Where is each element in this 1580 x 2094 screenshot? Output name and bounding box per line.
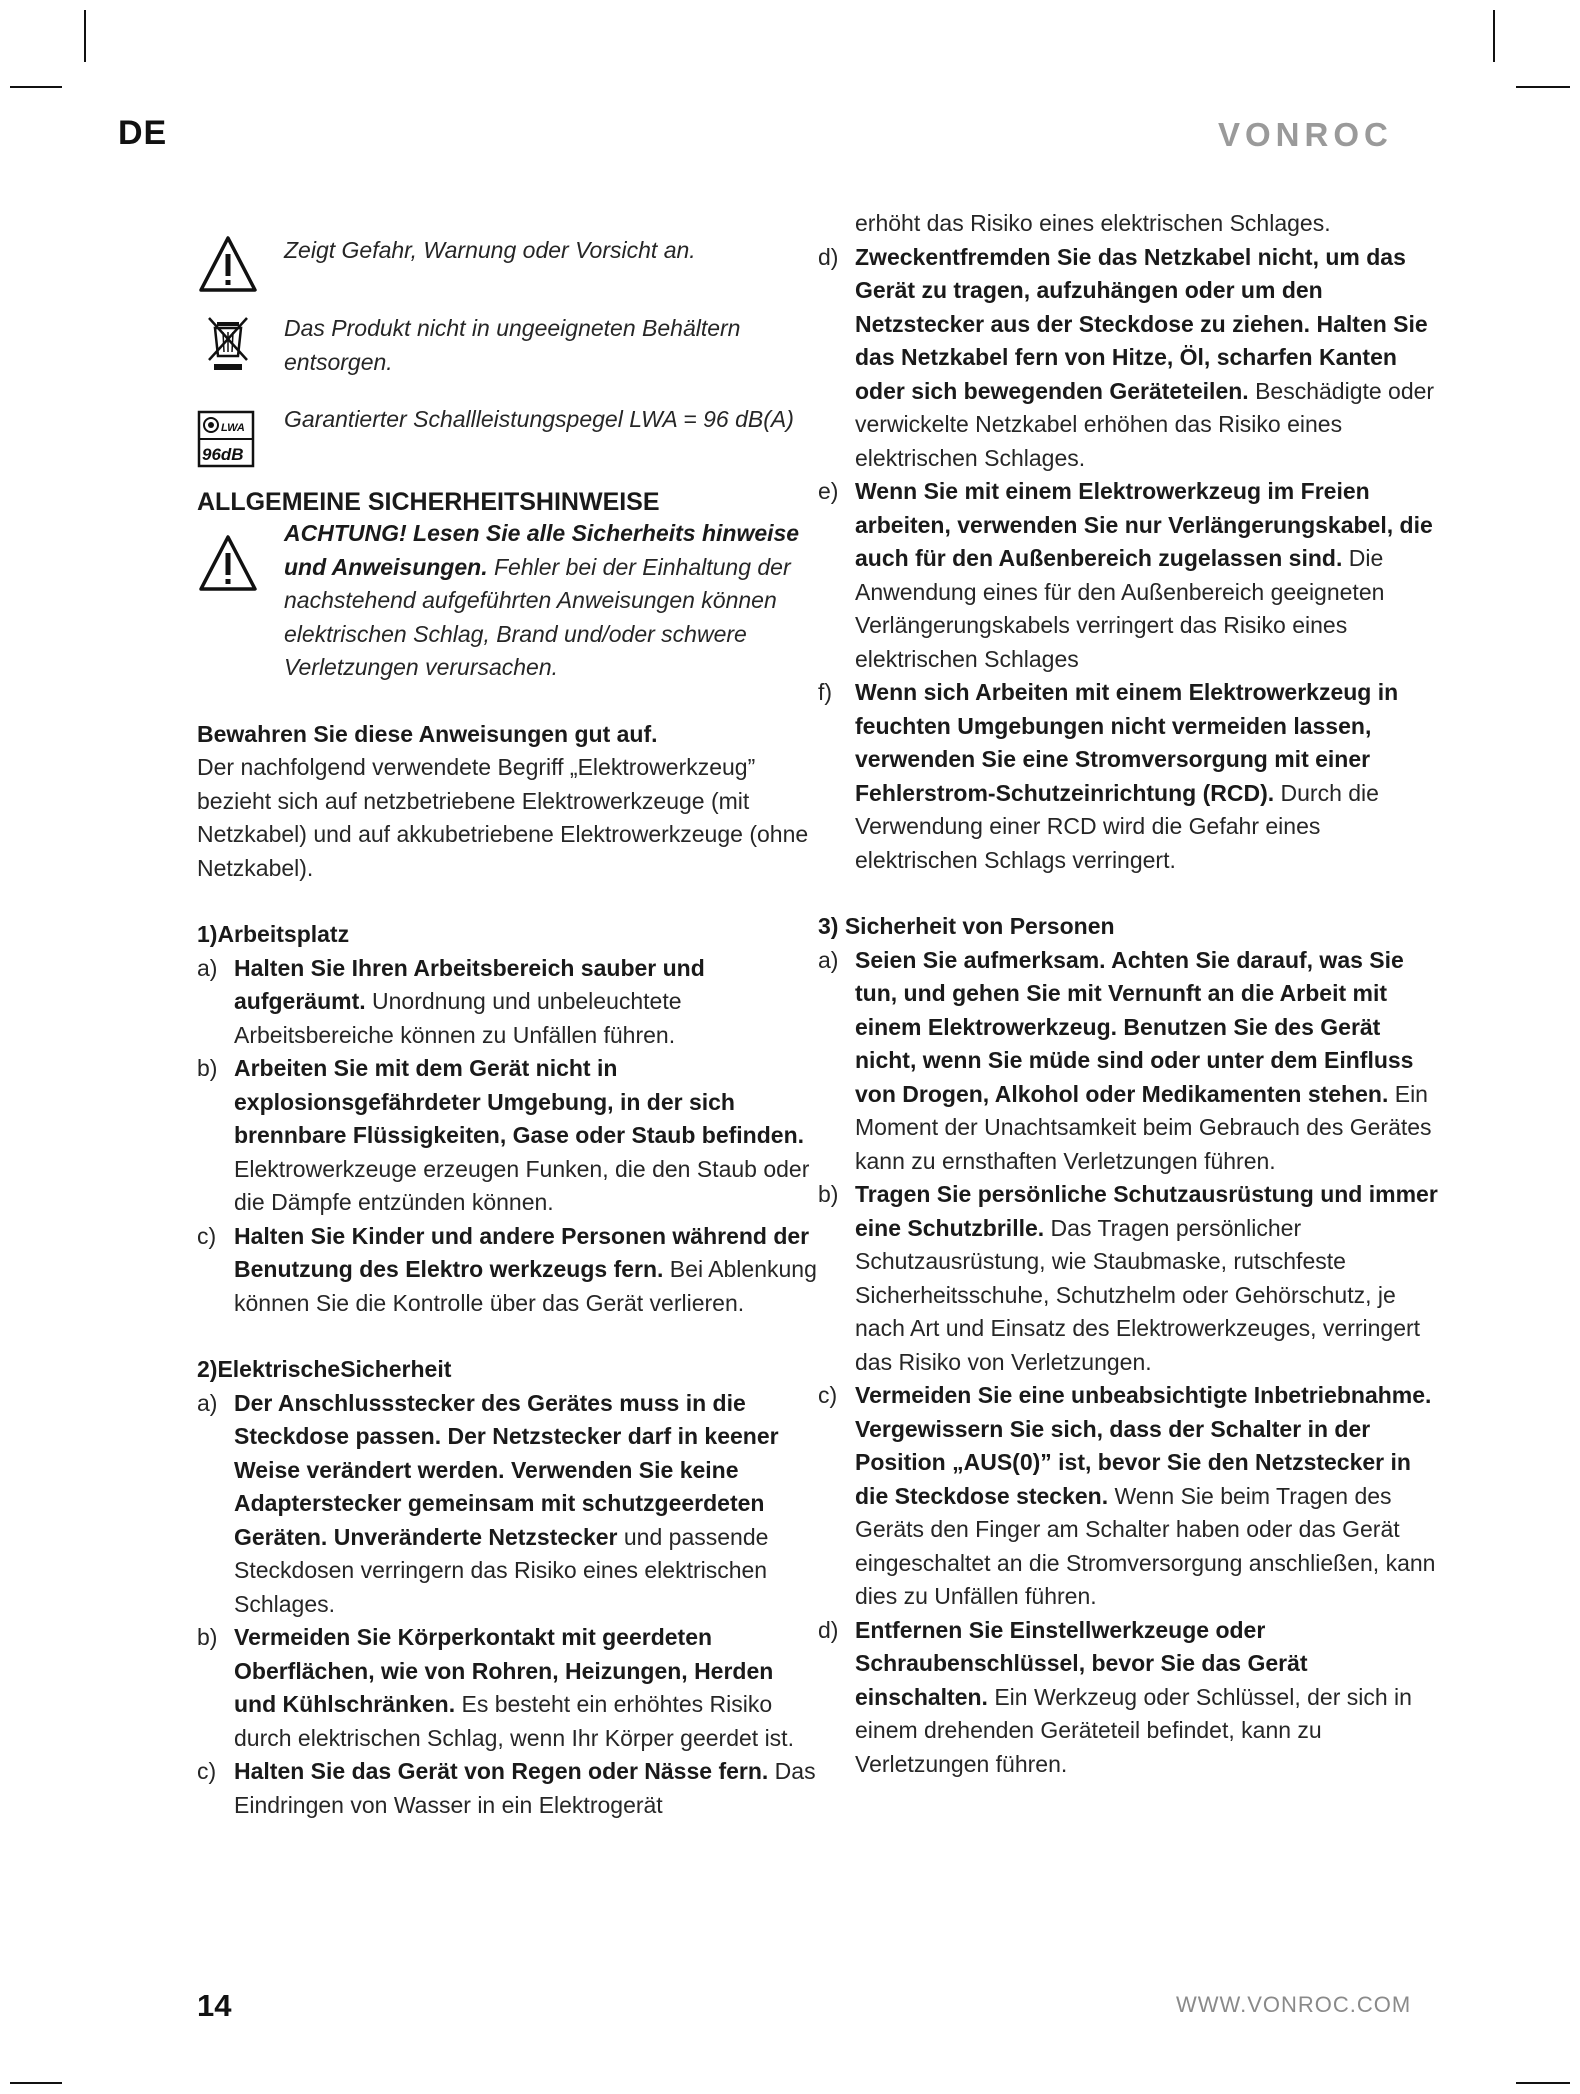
warning-triangle-icon <box>197 533 259 595</box>
list-item: d) Entfernen Sie Einstellwerkzeuge oder Schraubenschlüssel, bevor Sie das Gerät einschalten. Ein Werkzeug oder Schlüssel, der sich in einem drehenden Geräteteil befindet, kann zu Verletzungen führen. <box>818 1616 1412 1777</box>
section-title: ALLGEMEINE SICHERHEITSHINWEISE <box>197 488 660 516</box>
list-item: d) Zweckentfremden Sie das Netzkabel nicht, um das Gerät zu tragen, aufzuhängen oder um den Netzstecker aus der Steckdose zu ziehen. Halten Sie das Netzkabel fern von Hitze, Öl, scharfen Kanten oder sich bewegenden Geräteteilen. Beschädigte oder verwickelte Netzkabel erhöhen das Risiko eines elektrischen Schlages. <box>818 243 1435 471</box>
crossed-bin-icon <box>197 312 259 374</box>
page-number: 14 <box>197 1988 232 2023</box>
sound-label-top: LWA <box>221 422 245 434</box>
list-item: b) Vermeiden Sie Körperkontakt mit geerdeten Oberflächen, wie von Rohren, Heizungen, Herden und Kühlschränken. Es besteht ein erhöhtes Risiko durch elektrischen Schlag, wenn Ihr Körper geerdet ist. <box>197 1624 794 1751</box>
warning-triangle-icon <box>197 234 259 296</box>
electrical-safety-title: 2)ElektrischeSicherheit <box>197 1356 452 1382</box>
language-code: DE <box>118 114 168 152</box>
left-column <box>197 234 817 1822</box>
crop-mark <box>1516 2082 1570 2084</box>
list-item: a) Seien Sie aufmerksam. Achten Sie darauf, was Sie tun, und gehen Sie mit Vernunft an die Arbeit mit einem Elektrowerkzeug. Benutzen Sie des Gerät nicht, wenn Sie müde sind oder unter dem Einfluss von Drogen, Alkohol oder Medikamenten stehen. Ein Moment der Unachtsamkeit beim Gebrauch des Gerätes kann zu ernsthaften Verletzungen führen. <box>818 946 1432 1174</box>
list-item: b) Tragen Sie persönliche Schutzausrüstung und immer eine Schutzbrille. Das Tragen persönlicher Schutzausrüstung, wie Staubmaske, rutschfeste Sicherheitsschuhe, Schutzhelm oder Gehörschutz, je nach Art und Einsatz des Elektrowerkzeuges, verringert das Risiko von Verletzungen. <box>818 1181 1438 1375</box>
list-item: e) Wenn Sie mit einem Elektrowerkzeug im Freien arbeiten, verwenden Sie nur Verlängerungskabel, die auch für den Außenbereich zugelassen sind. Die Anwendung eines für den Außenbereich geeigneten Verlängerungskabels verringert das Risiko eines elektrischen Schlages <box>818 478 1433 672</box>
crop-mark <box>10 86 62 88</box>
crop-mark <box>84 10 86 62</box>
symbol-text: Garantierter Schallleistungspegel LWA = 96 dB(A) <box>284 406 794 432</box>
warning-bold: ACHTUNG! Lesen Sie alle Sicherheits hinweise und Anweisungen. <box>284 520 800 580</box>
right-column <box>818 207 1443 1781</box>
symbol-text: Das Produkt nicht in ungeeigneten Behältern entsorgen. <box>284 315 741 375</box>
list-item-continued: erhöht das Risiko eines elektrischen Schlages. <box>855 210 1331 236</box>
symbol-text: Zeigt Gefahr, Warnung oder Vorsicht an. <box>284 237 696 263</box>
list-item: a) Der Anschlussstecker des Gerätes muss in die Steckdose passen. Der Netzstecker darf in keener Weise verändert werden. Verwenden Sie keine Adapterstecker gemeinsam mit schutzgeerdeten Geräten. Unveränderte Netzstecker und passende Steckdosen verringern das Risiko eines elektrischen Schlages. <box>197 1389 779 1617</box>
symbol-row <box>197 312 817 379</box>
personal-safety-title: 3) Sicherheit von Personen <box>818 913 1115 939</box>
crop-mark <box>1493 10 1495 62</box>
warning-block <box>197 517 817 685</box>
crop-mark <box>1516 86 1570 88</box>
warning-text: ACHTUNG! Lesen Sie alle Sicherheits hinweise und Anweisungen. Fehler bei der Einhaltung der nachstehend aufgeführten Anweisungen können elektrischen Schlag, Brand und/oder schwere Verletzungen verursachen. <box>284 520 800 680</box>
crop-mark <box>10 2082 62 2084</box>
work-area-title: 1)Arbeitsplatz <box>197 921 350 947</box>
list-item: a) Halten Sie Ihren Arbeitsbereich sauber und aufgeräumt. Unordnung und unbeleuchtete Arbeitsbereiche können zu Unfällen führen. <box>197 954 705 1048</box>
keep-instructions-title: Bewahren Sie diese Anweisungen gut auf. <box>197 720 658 747</box>
list-item: b) Arbeiten Sie mit dem Gerät nicht in explosionsgefährdeter Umgebung, in der sich brennbare Flüssigkeiten, Gase oder Staub befinden. Elektrowerkzeuge erzeugen Funken, die den Staub oder die Dämpfe entzünden können. <box>197 1055 810 1215</box>
website-url: WWW.VONROC.COM <box>1176 1992 1412 2017</box>
list-item: c) Halten Sie das Gerät von Regen oder Nässe fern. Das Eindringen von Wasser in ein Elektrogerät <box>197 1758 816 1818</box>
sound-power-label-icon <box>197 409 259 471</box>
sound-label-bottom: 96dB <box>202 445 244 464</box>
symbol-row <box>197 403 817 464</box>
brand-logo: VONROC <box>1218 116 1393 153</box>
symbol-row <box>197 234 817 292</box>
list-item: c) Halten Sie Kinder und andere Personen während der Benutzung des Elektro werkzeugs fern. Bei Ablenkung können Sie die Kontrolle über das Gerät verlieren. <box>197 1222 817 1316</box>
list-item: c) Vermeiden Sie eine unbeabsichtigte Inbetriebnahme. Vergewissern Sie sich, dass der Schalter in der Position „AUS(0)” ist, bevor Sie den Netzstecker in die Steckdose stecken. Wenn Sie beim Tragen des Geräts den Finger am Schalter haben oder das Gerät eingeschaltet an die Stromversorgung anschließen, kann dies zu Unfällen führen. <box>818 1382 1436 1609</box>
keep-instructions-text: Der nachfolgend verwendete Begriff „Elektrowerkzeug” bezieht sich auf netzbetriebene Elektrowerkzeuge (mit Netzkabel) und auf akkubetriebene Elektrowerkzeuge (ohne Netzkabel). <box>197 754 809 881</box>
list-item: f) Wenn sich Arbeiten mit einem Elektrowerkzeug in feuchten Umgebungen nicht vermeiden lassen, verwenden Sie eine Stromversorgung mit einer Fehlerstrom-Schutzeinrichtung (RCD). Durch die Verwendung einer RCD wird die Gefahr eines elektrischen Schlags verringert. <box>818 679 1399 873</box>
